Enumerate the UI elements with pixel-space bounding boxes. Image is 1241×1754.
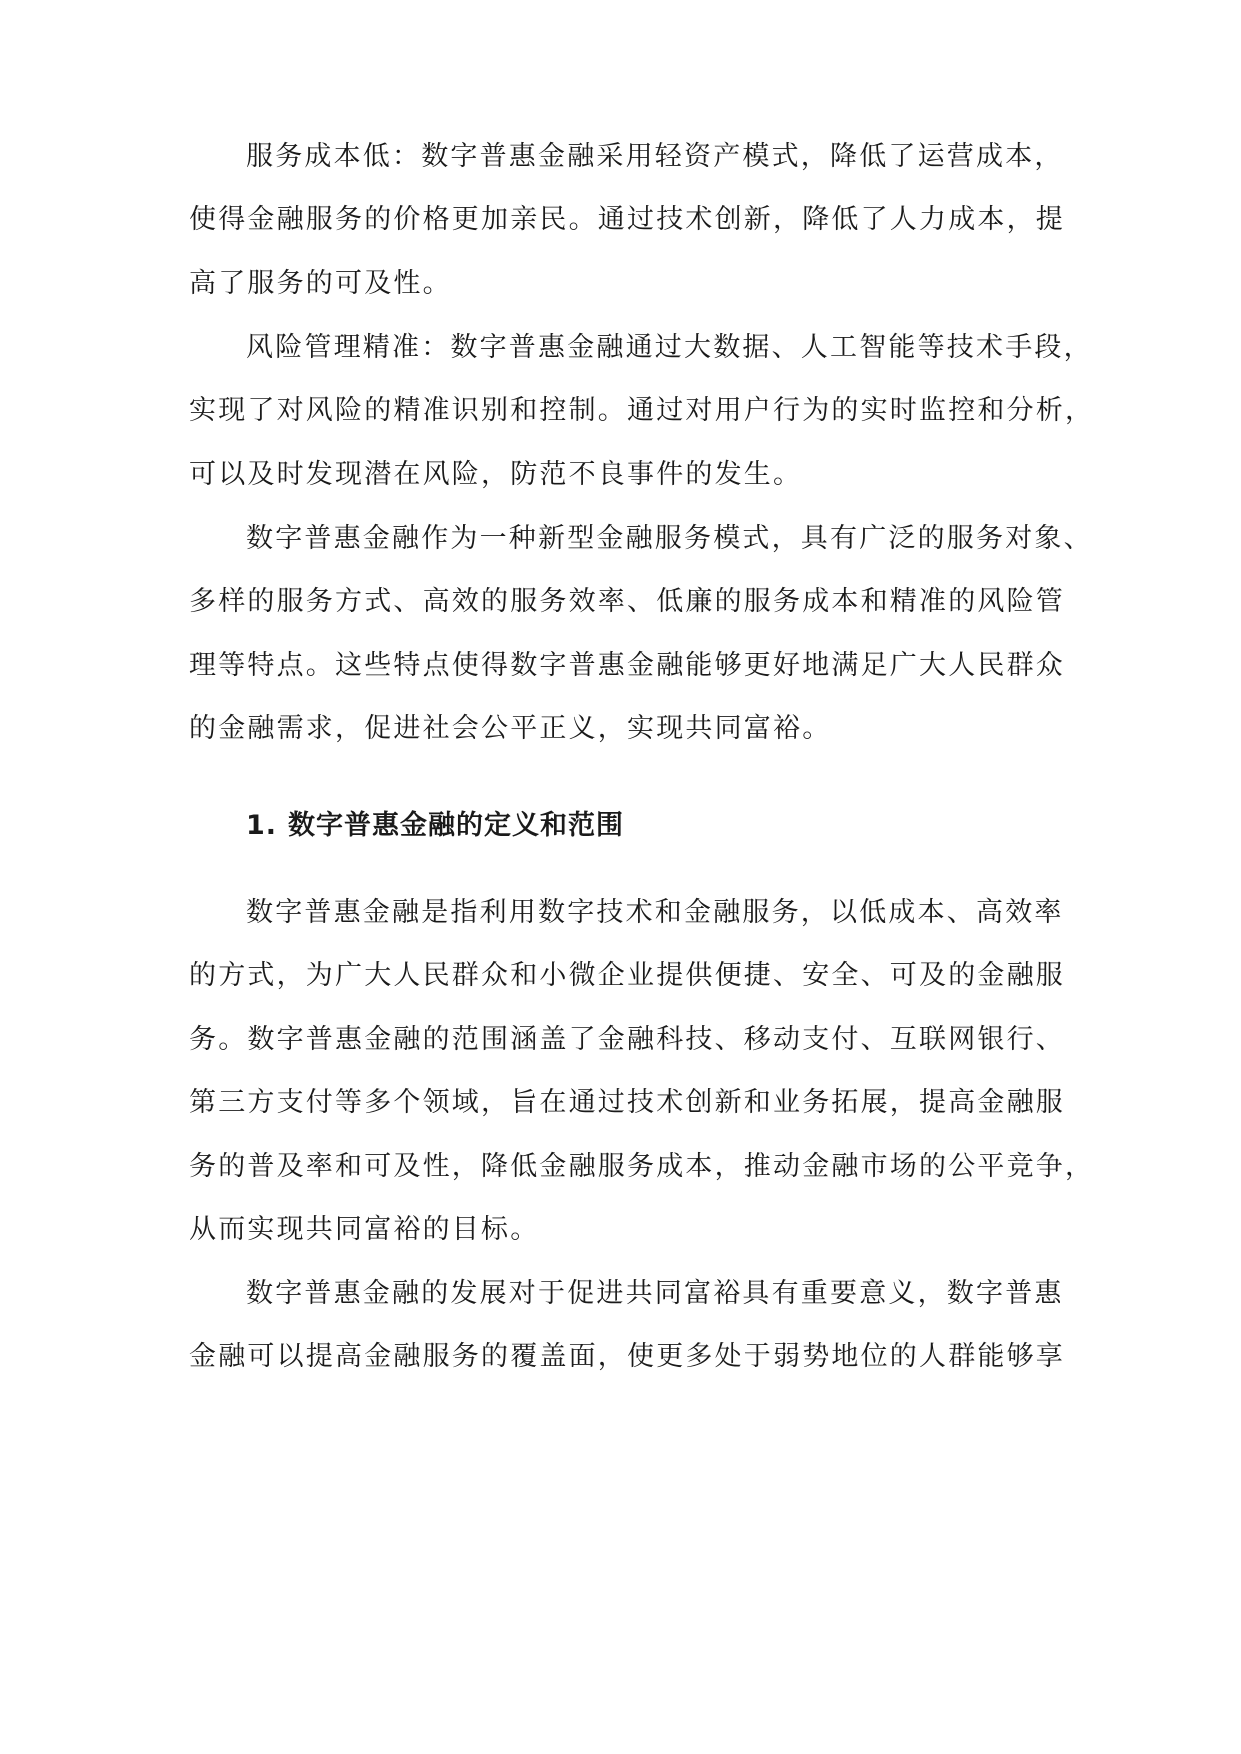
paragraph-4-line-5: 务的普及率和可及性，降低金融服务成本，推动金融市场的公平竞争， <box>189 1151 1095 1182</box>
paragraph-1-line-1: 服务成本低：数字普惠金融采用轻资产模式，降低了运营成本， <box>246 141 1064 172</box>
paragraph-4-line-2: 的方式，为广大人民群众和小微企业提供便捷、安全、可及的金融服 <box>189 960 1065 991</box>
paragraph-4-line-4: 第三方支付等多个领域，旨在通过技术创新和业务拓展，提高金融服 <box>189 1087 1065 1118</box>
paragraph-2-line-3: 可以及时发现潜在风险，防范不良事件的发生。 <box>189 459 803 490</box>
paragraph-1-line-2: 使得金融服务的价格更加亲民。通过技术创新，降低了人力成本，提 <box>189 204 1065 235</box>
paragraph-3-line-4: 的金融需求，促进社会公平正义，实现共同富裕。 <box>189 713 832 744</box>
paragraph-3-line-3: 理等特点。这些特点使得数字普惠金融能够更好地满足广大人民群众 <box>189 650 1065 681</box>
paragraph-5-line-2: 金融可以提高金融服务的覆盖面，使更多处于弱势地位的人群能够享 <box>189 1341 1065 1372</box>
paragraph-4-line-3: 务。数字普惠金融的范围涵盖了金融科技、移动支付、互联网银行、 <box>189 1024 1065 1055</box>
paragraph-3-line-2: 多样的服务方式、高效的服务效率、低廉的服务成本和精准的风险管 <box>189 586 1065 617</box>
paragraph-2-line-1: 风险管理精准：数字普惠金融通过大数据、人工智能等技术手段， <box>246 332 1093 363</box>
paragraph-2-line-2: 实现了对风险的精准识别和控制。通过对用户行为的实时监控和分析， <box>189 395 1095 426</box>
paragraph-4-line-6: 从而实现共同富裕的目标。 <box>189 1214 540 1245</box>
section-heading-title: 数字普惠金融的定义和范围 <box>288 810 624 841</box>
section-heading <box>246 806 624 846</box>
section-heading-number: 1. <box>246 810 278 841</box>
paragraph-5-line-1: 数字普惠金融的发展对于促进共同富裕具有重要意义，数字普惠 <box>246 1278 1064 1309</box>
paragraph-3-line-1: 数字普惠金融作为一种新型金融服务模式，具有广泛的服务对象、 <box>246 523 1093 554</box>
paragraph-1-line-3: 高了服务的可及性。 <box>189 268 452 299</box>
paragraph-4-line-1: 数字普惠金融是指利用数字技术和金融服务，以低成本、高效率 <box>246 897 1064 928</box>
